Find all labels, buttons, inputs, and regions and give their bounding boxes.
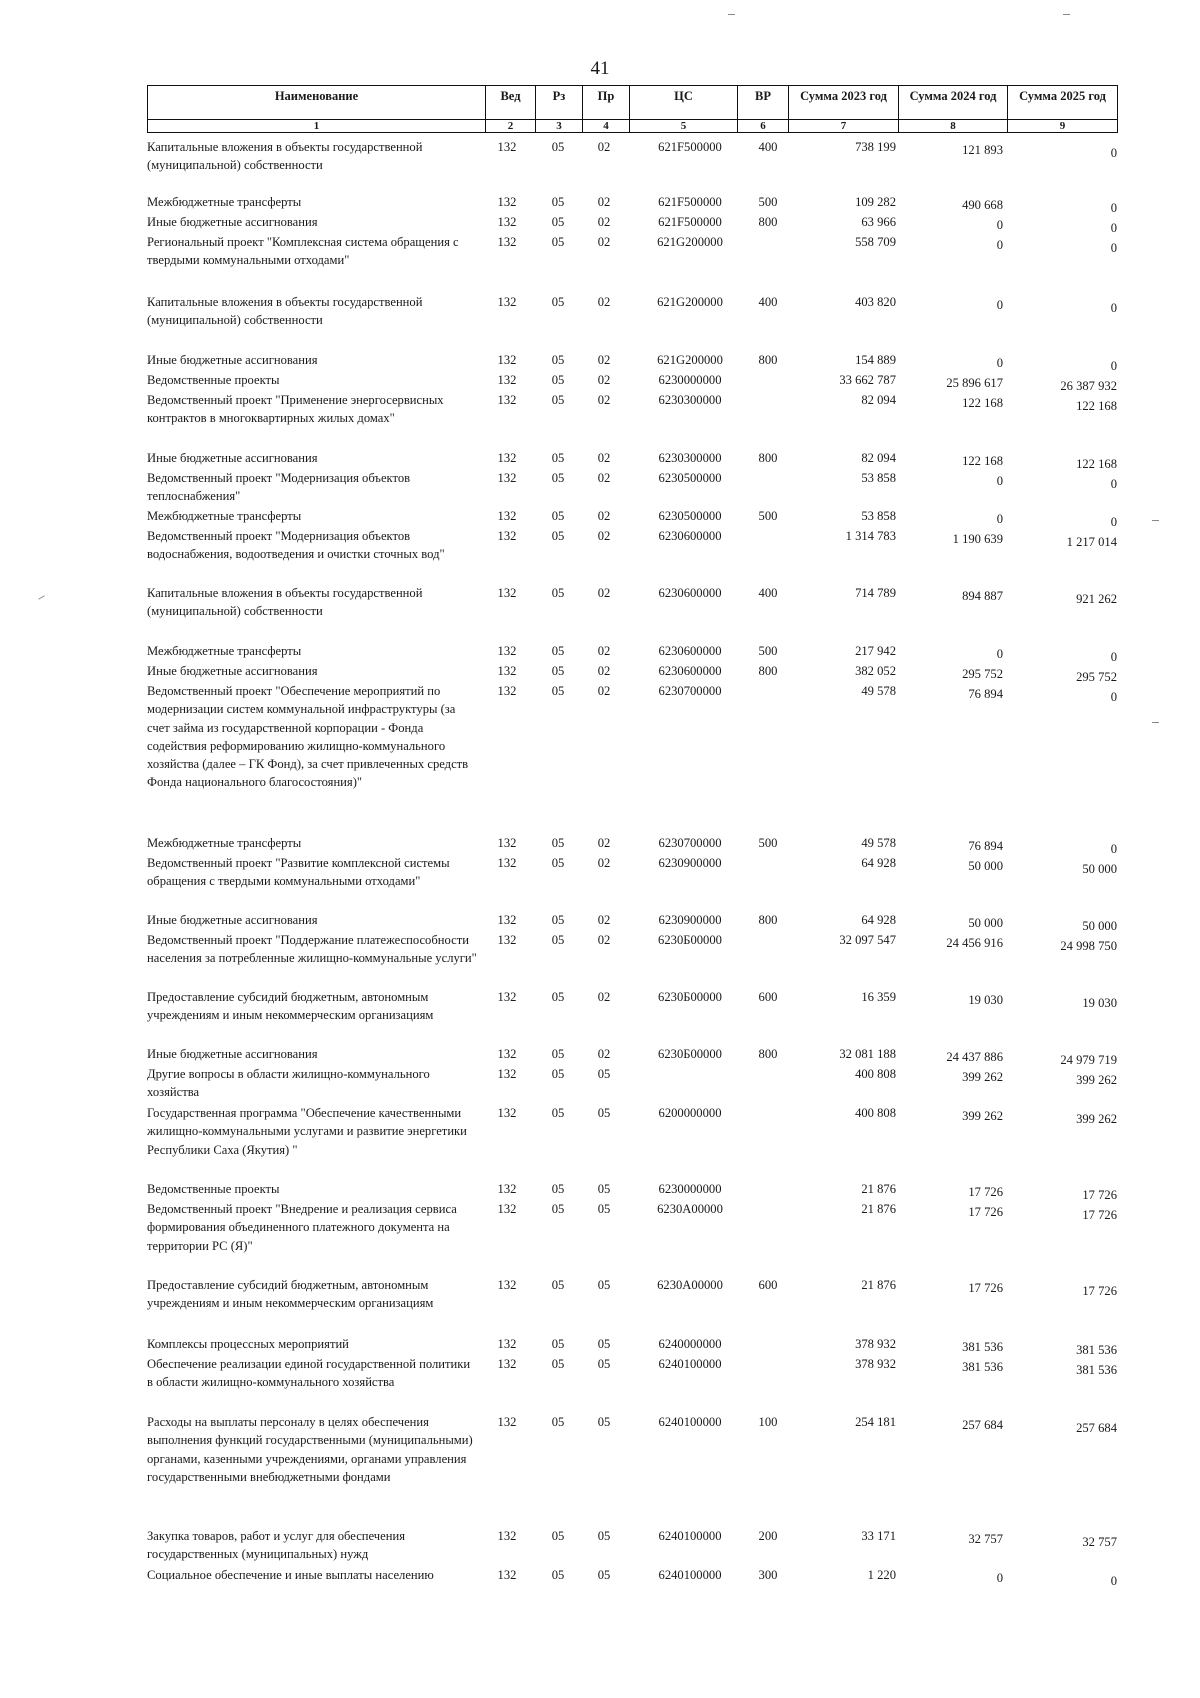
row-sum-2024: 50 000	[968, 916, 1003, 930]
row-ved: 132	[497, 471, 517, 485]
row-sum-2023: 53 858	[861, 471, 896, 485]
row-pr: 02	[597, 1047, 611, 1061]
column-number: 8	[899, 120, 1008, 133]
row-pr: 02	[597, 215, 611, 229]
row-sum-2024: 24 437 886	[946, 1050, 1003, 1064]
row-ved: 132	[497, 1278, 517, 1292]
row-cs: 6240100000	[658, 1415, 722, 1429]
row-rz: 05	[551, 1337, 565, 1351]
row-sum-2023: 53 858	[861, 509, 896, 523]
row-name: Иные бюджетные ассигнования	[147, 215, 318, 229]
row-name: Предоставление субсидий бюджетным, автономным учреждениям и иным некоммерческим организациям	[147, 1278, 434, 1311]
row-pr: 02	[597, 664, 611, 678]
row-pr: 02	[597, 451, 611, 465]
row-rz: 05	[551, 451, 565, 465]
row-vr: 400	[758, 295, 778, 309]
row-vr: 600	[758, 990, 778, 1004]
row-pr: 05	[597, 1182, 611, 1196]
row-sum-2024: 0	[996, 474, 1003, 488]
row-cs: 6230700000	[658, 836, 722, 850]
row-sum-2024: 0	[996, 647, 1003, 661]
row-name: Межбюджетные трансферты	[147, 644, 302, 658]
column-number: 9	[1008, 120, 1118, 133]
row-sum-2024: 381 536	[962, 1340, 1003, 1354]
row-rz: 05	[551, 644, 565, 658]
row-cs: 6230900000	[658, 913, 722, 927]
row-sum-2025: 24 979 719	[1060, 1053, 1117, 1067]
row-sum-2025: 0	[1110, 201, 1117, 215]
row-rz: 05	[551, 373, 565, 387]
row-sum-2025: 381 536	[1076, 1363, 1117, 1377]
row-sum-2025: 0	[1110, 842, 1117, 856]
row-vr: 800	[758, 451, 778, 465]
row-sum-2024: 17 726	[968, 1185, 1003, 1199]
row-pr: 05	[597, 1529, 611, 1543]
row-sum-2024: 76 894	[968, 839, 1003, 853]
row-name: Ведомственный проект "Развитие комплексной системы обращения с твердыми коммунальными отходами"	[147, 856, 450, 889]
row-sum-2025: 921 262	[1076, 592, 1117, 606]
row-name: Межбюджетные трансферты	[147, 836, 302, 850]
row-sum-2023: 403 820	[855, 295, 896, 309]
row-sum-2024: 0	[996, 356, 1003, 370]
row-rz: 05	[551, 235, 565, 249]
row-sum-2025: 399 262	[1076, 1112, 1117, 1126]
row-ved: 132	[497, 933, 517, 947]
row-ved: 132	[497, 373, 517, 387]
row-pr: 02	[597, 393, 611, 407]
row-sum-2025: 50 000	[1082, 919, 1117, 933]
row-vr: 800	[758, 664, 778, 678]
row-sum-2025: 0	[1110, 221, 1117, 235]
row-rz: 05	[551, 664, 565, 678]
row-rz: 05	[551, 529, 565, 543]
row-rz: 05	[551, 195, 565, 209]
row-pr: 05	[597, 1106, 611, 1120]
row-ved: 132	[497, 295, 517, 309]
row-name: Другие вопросы в области жилищно-коммунального хозяйства	[147, 1067, 430, 1100]
row-sum-2024: 25 896 617	[946, 376, 1003, 390]
row-cs: 6240100000	[658, 1568, 722, 1582]
row-rz: 05	[551, 471, 565, 485]
row-ved: 132	[497, 1529, 517, 1543]
row-rz: 05	[551, 933, 565, 947]
row-sum-2023: 378 932	[855, 1357, 896, 1371]
row-sum-2025: 381 536	[1076, 1343, 1117, 1357]
row-name: Ведомственный проект "Модернизация объектов теплоснабжения"	[147, 471, 411, 504]
row-sum-2024: 257 684	[962, 1418, 1003, 1432]
row-rz: 05	[551, 1067, 565, 1081]
row-ved: 132	[497, 1415, 517, 1429]
row-sum-2023: 33 171	[861, 1529, 896, 1543]
row-sum-2023: 400 808	[855, 1106, 896, 1120]
row-rz: 05	[551, 856, 565, 870]
row-name: Социальное обеспечение и иные выплаты населению	[147, 1568, 434, 1582]
column-number: 6	[738, 120, 789, 133]
row-rz: 05	[551, 1106, 565, 1120]
header-sum-2023: Сумма 2023 год	[789, 86, 899, 120]
header-ved: Вед	[486, 86, 536, 120]
row-sum-2023: 1 314 783	[845, 529, 896, 543]
row-sum-2025: 19 030	[1082, 996, 1117, 1010]
row-rz: 05	[551, 586, 565, 600]
row-cs: 621G200000	[657, 235, 723, 249]
row-name: Закупка товаров, работ и услуг для обеспечения государственных (муниципальных) нужд	[147, 1529, 406, 1562]
row-sum-2024: 50 000	[968, 859, 1003, 873]
row-cs: 621F500000	[658, 195, 722, 209]
row-rz: 05	[551, 684, 565, 698]
row-ved: 132	[497, 1182, 517, 1196]
row-rz: 05	[551, 295, 565, 309]
row-ved: 132	[497, 913, 517, 927]
row-pr: 02	[597, 235, 611, 249]
row-cs: 6230600000	[658, 529, 722, 543]
row-sum-2023: 738 199	[855, 140, 896, 154]
row-sum-2025: 0	[1110, 515, 1117, 529]
header-sum-2025: Сумма 2025 год	[1008, 86, 1118, 120]
row-sum-2024: 24 456 916	[946, 936, 1003, 950]
row-rz: 05	[551, 1415, 565, 1429]
row-sum-2023: 109 282	[855, 195, 896, 209]
row-sum-2025: 399 262	[1076, 1073, 1117, 1087]
row-pr: 05	[597, 1568, 611, 1582]
row-pr: 02	[597, 933, 611, 947]
column-number: 5	[630, 120, 738, 133]
row-sum-2024: 381 536	[962, 1360, 1003, 1374]
row-sum-2023: 21 876	[861, 1182, 896, 1196]
page-number: 41	[590, 58, 610, 79]
row-ved: 132	[497, 353, 517, 367]
row-sum-2023: 217 942	[855, 644, 896, 658]
row-sum-2024: 894 887	[962, 589, 1003, 603]
row-cs: 6230600000	[658, 586, 722, 600]
row-name: Капитальные вложения в объекты государственной (муниципальной) собственности	[147, 295, 423, 328]
row-sum-2025: 257 684	[1076, 1421, 1117, 1435]
row-vr: 600	[758, 1278, 778, 1292]
row-sum-2024: 1 190 639	[952, 532, 1003, 546]
row-sum-2023: 382 052	[855, 664, 896, 678]
row-name: Региональный проект "Комплексная система обращения с твердыми коммунальными отходами"	[147, 235, 459, 268]
row-ved: 132	[497, 140, 517, 154]
row-pr: 02	[597, 140, 611, 154]
row-cs: 621G200000	[657, 295, 723, 309]
row-name: Иные бюджетные ассигнования	[147, 664, 318, 678]
row-rz: 05	[551, 1047, 565, 1061]
row-name: Предоставление субсидий бюджетным, автономным учреждениям и иным некоммерческим организациям	[147, 990, 434, 1023]
row-name: Ведомственный проект "Обеспечение мероприятий по модернизации систем коммунальной инфраструктуры (за счет займа из государственной корпорации - Фонда содействия реформированию жилищно-коммунального хозяйства (далее – ГК Фонд), за счет привлеченных средств Фонда национального благосостояния)"	[147, 684, 469, 790]
row-sum-2024: 0	[996, 218, 1003, 232]
row-ved: 132	[497, 235, 517, 249]
row-sum-2025: 1 217 014	[1066, 535, 1117, 549]
row-cs: 6230500000	[658, 471, 722, 485]
row-name: Межбюджетные трансферты	[147, 195, 302, 209]
row-rz: 05	[551, 990, 565, 1004]
row-vr: 800	[758, 913, 778, 927]
row-ved: 132	[497, 1357, 517, 1371]
column-number: 1	[148, 120, 486, 133]
row-sum-2023: 64 928	[861, 913, 896, 927]
row-ved: 132	[497, 509, 517, 523]
row-cs: 6200000000	[658, 1106, 722, 1120]
row-rz: 05	[551, 1202, 565, 1216]
row-sum-2025: 32 757	[1082, 1535, 1117, 1549]
row-sum-2025: 50 000	[1082, 862, 1117, 876]
row-sum-2023: 400 808	[855, 1067, 896, 1081]
row-sum-2023: 49 578	[861, 684, 896, 698]
row-cs: 6240100000	[658, 1529, 722, 1543]
row-sum-2023: 33 662 787	[839, 373, 896, 387]
row-pr: 02	[597, 195, 611, 209]
row-rz: 05	[551, 1278, 565, 1292]
row-ved: 132	[497, 644, 517, 658]
row-ved: 132	[497, 1106, 517, 1120]
row-sum-2023: 714 789	[855, 586, 896, 600]
row-pr: 05	[597, 1278, 611, 1292]
row-sum-2025: 0	[1110, 477, 1117, 491]
row-name: Ведомственный проект "Внедрение и реализация сервиса формирования объединенного платежного документа на территории РС (Я)"	[147, 1202, 457, 1253]
row-sum-2023: 558 709	[855, 235, 896, 249]
row-sum-2023: 378 932	[855, 1337, 896, 1351]
row-sum-2023: 32 097 547	[839, 933, 896, 947]
row-sum-2025: 17 726	[1082, 1188, 1117, 1202]
row-rz: 05	[551, 1357, 565, 1371]
row-cs: 621G200000	[657, 353, 723, 367]
row-pr: 02	[597, 990, 611, 1004]
row-sum-2023: 254 181	[855, 1415, 896, 1429]
row-cs: 6230Б00000	[658, 1047, 722, 1061]
row-cs: 621F500000	[658, 140, 722, 154]
row-rz: 05	[551, 353, 565, 367]
row-rz: 05	[551, 913, 565, 927]
row-name: Иные бюджетные ассигнования	[147, 1047, 318, 1061]
row-name: Комплексы процессных мероприятий	[147, 1337, 349, 1351]
row-pr: 02	[597, 913, 611, 927]
row-ved: 132	[497, 1568, 517, 1582]
row-ved: 132	[497, 836, 517, 850]
row-vr: 500	[758, 195, 778, 209]
row-sum-2024: 0	[996, 238, 1003, 252]
row-sum-2023: 32 081 188	[839, 1047, 896, 1061]
row-rz: 05	[551, 1529, 565, 1543]
row-ved: 132	[497, 1067, 517, 1081]
row-rz: 05	[551, 140, 565, 154]
row-sum-2023: 154 889	[855, 353, 896, 367]
row-name: Обеспечение реализации единой государственной политики в области жилищно-коммунального хозяйства	[147, 1357, 471, 1390]
row-sum-2024: 32 757	[968, 1532, 1003, 1546]
row-sum-2024: 122 168	[962, 396, 1003, 410]
row-ved: 132	[497, 195, 517, 209]
row-cs: 621F500000	[658, 215, 722, 229]
row-name: Капитальные вложения в объекты государственной (муниципальной) собственности	[147, 140, 423, 173]
row-ved: 132	[497, 856, 517, 870]
row-ved: 132	[497, 1202, 517, 1216]
row-sum-2024: 0	[996, 298, 1003, 312]
row-sum-2024: 121 893	[962, 143, 1003, 157]
row-cs: 6230Б00000	[658, 990, 722, 1004]
row-sum-2025: 122 168	[1076, 399, 1117, 413]
row-pr: 02	[597, 353, 611, 367]
row-ved: 132	[497, 664, 517, 678]
header-vr: ВР	[738, 86, 789, 120]
row-vr: 400	[758, 140, 778, 154]
row-sum-2023: 21 876	[861, 1278, 896, 1292]
row-sum-2023: 1 220	[867, 1568, 896, 1582]
row-sum-2025: 26 387 932	[1060, 379, 1117, 393]
row-rz: 05	[551, 1568, 565, 1582]
row-sum-2024: 0	[996, 1571, 1003, 1585]
row-name: Иные бюджетные ассигнования	[147, 913, 318, 927]
row-vr: 800	[758, 215, 778, 229]
column-number: 7	[789, 120, 899, 133]
row-vr: 800	[758, 1047, 778, 1061]
row-ved: 132	[497, 1047, 517, 1061]
row-rz: 05	[551, 836, 565, 850]
row-cs: 6230600000	[658, 664, 722, 678]
row-cs: 6230700000	[658, 684, 722, 698]
row-sum-2023: 16 359	[861, 990, 896, 1004]
row-pr: 05	[597, 1337, 611, 1351]
row-sum-2025: 0	[1110, 301, 1117, 315]
column-number: 4	[583, 120, 630, 133]
row-ved: 132	[497, 393, 517, 407]
row-ved: 132	[497, 451, 517, 465]
row-ved: 132	[497, 990, 517, 1004]
row-cs: 6240100000	[658, 1357, 722, 1371]
row-pr: 02	[597, 644, 611, 658]
row-cs: 6230300000	[658, 451, 722, 465]
row-name: Государственная программа "Обеспечение качественными жилищно-коммунальными услугами и развитие энергетики Республики Саха (Якутия) "	[147, 1106, 467, 1157]
header-name: Наименование	[148, 86, 486, 120]
row-sum-2025: 122 168	[1076, 457, 1117, 471]
row-sum-2025: 0	[1110, 1574, 1117, 1588]
row-name: Ведомственный проект "Модернизация объектов водоснабжения, водоотведения и очистки сточных вод"	[147, 529, 445, 562]
row-cs: 6230900000	[658, 856, 722, 870]
column-number: 2	[486, 120, 536, 133]
row-pr: 02	[597, 295, 611, 309]
row-pr: 02	[597, 529, 611, 543]
row-cs: 6230600000	[658, 644, 722, 658]
row-sum-2023: 82 094	[861, 393, 896, 407]
row-ved: 132	[497, 684, 517, 698]
row-rz: 05	[551, 393, 565, 407]
row-vr: 100	[758, 1415, 778, 1429]
row-sum-2025: 24 998 750	[1060, 939, 1117, 953]
row-sum-2024: 122 168	[962, 454, 1003, 468]
row-ved: 132	[497, 215, 517, 229]
row-pr: 05	[597, 1415, 611, 1429]
row-pr: 02	[597, 373, 611, 387]
row-sum-2023: 63 966	[861, 215, 896, 229]
row-pr: 02	[597, 509, 611, 523]
row-rz: 05	[551, 509, 565, 523]
row-sum-2023: 64 928	[861, 856, 896, 870]
row-name: Ведомственный проект "Поддержание платежеспособности населения за потребленные жилищно-коммунальные услуги"	[147, 933, 477, 966]
row-vr: 200	[758, 1529, 778, 1543]
row-cs: 6240000000	[658, 1337, 722, 1351]
row-cs: 6230000000	[658, 373, 722, 387]
row-sum-2025: 17 726	[1082, 1284, 1117, 1298]
row-rz: 05	[551, 215, 565, 229]
row-name: Иные бюджетные ассигнования	[147, 353, 318, 367]
row-sum-2025: 0	[1110, 359, 1117, 373]
row-cs: 6230A00000	[657, 1278, 723, 1292]
row-ved: 132	[497, 529, 517, 543]
row-sum-2025: 17 726	[1082, 1208, 1117, 1222]
row-pr: 05	[597, 1357, 611, 1371]
row-sum-2024: 17 726	[968, 1281, 1003, 1295]
row-cs: 6230A00000	[657, 1202, 723, 1216]
row-cs: 6230500000	[658, 509, 722, 523]
row-sum-2024: 0	[996, 512, 1003, 526]
row-vr: 300	[758, 1568, 778, 1582]
row-sum-2024: 19 030	[968, 993, 1003, 1007]
row-ved: 132	[497, 586, 517, 600]
row-name: Капитальные вложения в объекты государственной (муниципальной) собственности	[147, 586, 423, 619]
row-sum-2024: 76 894	[968, 687, 1003, 701]
row-pr: 02	[597, 471, 611, 485]
row-cs: 6230000000	[658, 1182, 722, 1196]
row-pr: 02	[597, 586, 611, 600]
row-vr: 500	[758, 509, 778, 523]
row-sum-2024: 399 262	[962, 1109, 1003, 1123]
header-cs: ЦС	[630, 86, 738, 120]
row-name: Ведомственный проект "Применение энергосервисных контрактов в многоквартирных жилых домах"	[147, 393, 444, 426]
row-pr: 02	[597, 684, 611, 698]
header-rz: Рз	[536, 86, 583, 120]
row-vr: 500	[758, 836, 778, 850]
row-sum-2023: 21 876	[861, 1202, 896, 1216]
row-rz: 05	[551, 1182, 565, 1196]
row-pr: 05	[597, 1202, 611, 1216]
row-ved: 132	[497, 1337, 517, 1351]
row-sum-2025: 0	[1110, 690, 1117, 704]
header-pr: Пр	[583, 86, 630, 120]
row-pr: 02	[597, 856, 611, 870]
row-name: Межбюджетные трансферты	[147, 509, 302, 523]
row-sum-2024: 399 262	[962, 1070, 1003, 1084]
row-vr: 400	[758, 586, 778, 600]
header-sum-2024: Сумма 2024 год	[899, 86, 1008, 120]
row-sum-2025: 0	[1110, 146, 1117, 160]
row-sum-2024: 17 726	[968, 1205, 1003, 1219]
row-vr: 500	[758, 644, 778, 658]
row-sum-2025: 0	[1110, 241, 1117, 255]
row-sum-2025: 295 752	[1076, 670, 1117, 684]
row-sum-2023: 82 094	[861, 451, 896, 465]
row-name: Расходы на выплаты персоналу в целях обеспечения выполнения функций государственными (муниципальными) органами, казенными учреждениями, органами управления государственными внебюджетными фондами	[147, 1415, 473, 1484]
row-sum-2024: 295 752	[962, 667, 1003, 681]
row-sum-2023: 49 578	[861, 836, 896, 850]
column-number: 3	[536, 120, 583, 133]
row-name: Ведомственные проекты	[147, 373, 280, 387]
row-pr: 05	[597, 1067, 611, 1081]
row-cs: 6230Б00000	[658, 933, 722, 947]
row-cs: 6230300000	[658, 393, 722, 407]
row-sum-2025: 0	[1110, 650, 1117, 664]
row-pr: 02	[597, 836, 611, 850]
row-vr: 800	[758, 353, 778, 367]
row-name: Иные бюджетные ассигнования	[147, 451, 318, 465]
row-name: Ведомственные проекты	[147, 1182, 280, 1196]
row-sum-2024: 490 668	[962, 198, 1003, 212]
